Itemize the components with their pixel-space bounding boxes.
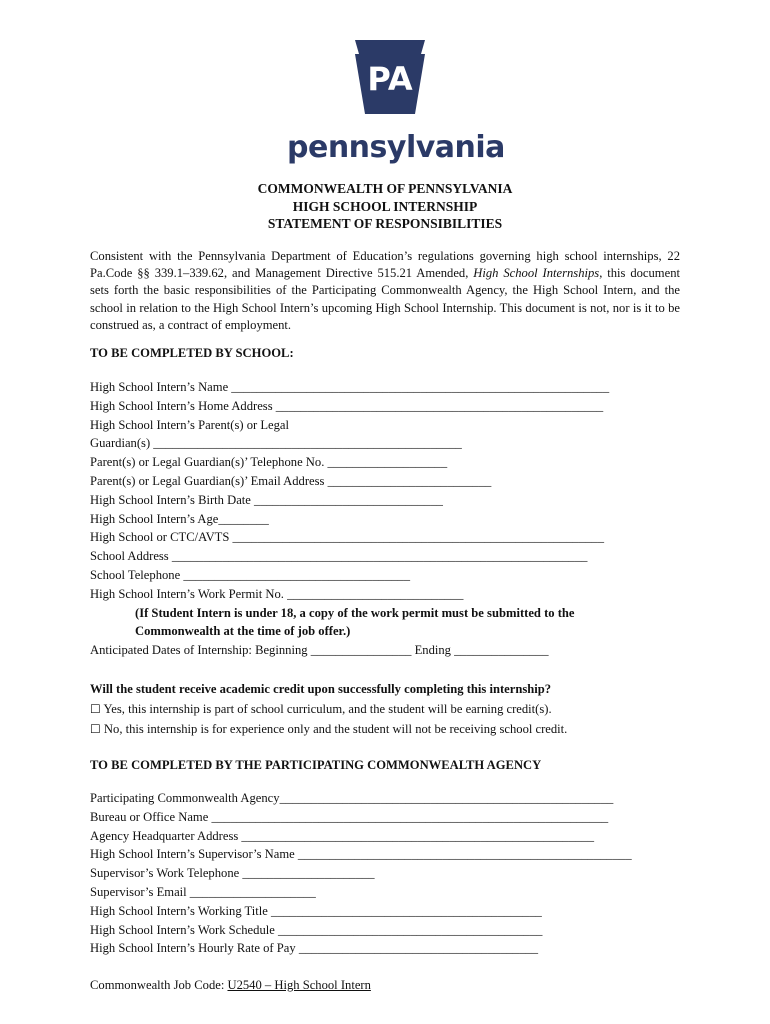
work-permit-note-1: (If Student Intern is under 18, a copy of the work permit must be submitted to the — [135, 605, 575, 620]
field-agency[interactable]: Participating Commonwealth Agency_____________________________________________________ — [90, 791, 614, 805]
credit-option-yes[interactable] — [90, 699, 730, 719]
document-title — [0, 180, 770, 233]
agency-section-heading: TO BE COMPLETED BY THE PARTICIPATING COMMONWEALTH AGENCY — [90, 758, 542, 772]
field-work-permit[interactable]: High School Intern’s Work Permit No. ____________________________ — [90, 586, 464, 601]
field-supervisor-telephone[interactable]: Supervisor’s Work Telephone _____________________ — [90, 866, 375, 881]
title-line-3: STATEMENT OF RESPONSIBILITIES — [267, 216, 503, 231]
credit-question: Will the student receive academic credit upon successfully completing this internship? — [90, 682, 552, 696]
field-working-title[interactable]: High School Intern’s Working Title ___________________________________________ — [90, 903, 542, 918]
intro-text-1: Consistent with the Pennsylvania Department of Education’s regulations governing high school internships, 22 Pa.Code §§ 339.1–339.62, and Management Directive 515.21 Amended, — [90, 249, 680, 281]
credit-option-no-label: No, this internship is for experience only and the student will not be receiving school credit. — [103, 722, 568, 736]
field-guardians[interactable]: Guardian(s) _________________________________________________ — [90, 436, 462, 451]
title-line-2: HIGH SCHOOL INTERNSHIP — [292, 198, 478, 214]
field-school-address[interactable]: School Address __________________________________________________________________ — [90, 549, 588, 564]
field-agency-hq-address[interactable]: Agency Headquarter Address ________________________________________________________ — [90, 828, 595, 843]
credit-option-no[interactable] — [90, 719, 730, 739]
pennsylvania-logo — [287, 38, 505, 165]
job-code-value: U2540 – High School Intern — [227, 978, 371, 992]
field-bureau[interactable]: Bureau or Office Name _______________________________________________________________ — [90, 809, 609, 824]
field-guardian-email[interactable]: Parent(s) or Legal Guardian(s)’ Email Address __________________________ — [90, 473, 492, 488]
intro-italic-title: High School Internships — [473, 266, 600, 281]
field-guardian-telephone[interactable]: Parent(s) or Legal Guardian(s)’ Telephone No. ___________________ — [90, 455, 448, 470]
field-high-school[interactable]: High School or CTC/AVTS ___________________________________________________________ — [90, 530, 605, 545]
field-parent-label: High School Intern’s Parent(s) or Legal — [90, 417, 290, 432]
work-permit-note-2: Commonwealth at the time of job offer.) — [135, 624, 351, 639]
field-supervisor-name[interactable]: High School Intern’s Supervisor’s Name _____________________________________________________ — [90, 847, 632, 862]
checkbox-icon[interactable]: ☐ — [90, 722, 101, 736]
agency-fields — [90, 789, 730, 958]
intro-text-2: , this document sets forth the basic responsibilities of the Participating Commonwealth Agency, the High School Intern, and the school in relation to the High School Intern’s upcoming High School Internship. This document is not, nor is it to be construed as, a contract of employment. — [90, 266, 680, 332]
field-school-telephone[interactable]: School Telephone ____________________________________ — [90, 567, 411, 582]
field-intern-home-address[interactable]: High School Intern’s Home Address ____________________________________________________ — [90, 398, 604, 413]
logo-badge-text: PA — [367, 60, 413, 98]
field-hourly-rate[interactable]: High School Intern’s Hourly Rate of Pay ______________________________________ — [90, 941, 539, 956]
intro-paragraph — [90, 248, 680, 334]
school-section-heading: TO BE COMPLETED BY SCHOOL: — [90, 346, 294, 360]
keystone-icon — [351, 38, 429, 116]
title-line-1: COMMONWEALTH OF PENNSYLVANIA — [257, 181, 513, 196]
field-intern-age[interactable]: High School Intern’s Age________ — [90, 511, 269, 526]
job-code-label: Commonwealth Job Code: — [90, 978, 228, 992]
checkbox-icon[interactable]: ☐ — [90, 702, 101, 716]
field-supervisor-email[interactable]: Supervisor’s Email ____________________ — [90, 884, 316, 899]
field-internship-dates[interactable]: Anticipated Dates of Internship: Beginning ________________ Ending _______________ — [90, 643, 549, 658]
credit-option-yes-label: Yes, this internship is part of school curriculum, and the student will be earning credit(s). — [103, 702, 552, 716]
job-code-footer — [90, 978, 371, 993]
school-fields — [90, 378, 730, 660]
logo-wordmark: pennsylvania — [287, 130, 505, 165]
credit-question-block — [90, 679, 730, 739]
field-birth-date[interactable]: High School Intern’s Birth Date ______________________________ — [90, 492, 443, 507]
field-work-schedule[interactable]: High School Intern’s Work Schedule __________________________________________ — [90, 922, 543, 937]
field-intern-name[interactable]: High School Intern’s Name ____________________________________________________________ — [90, 380, 610, 394]
